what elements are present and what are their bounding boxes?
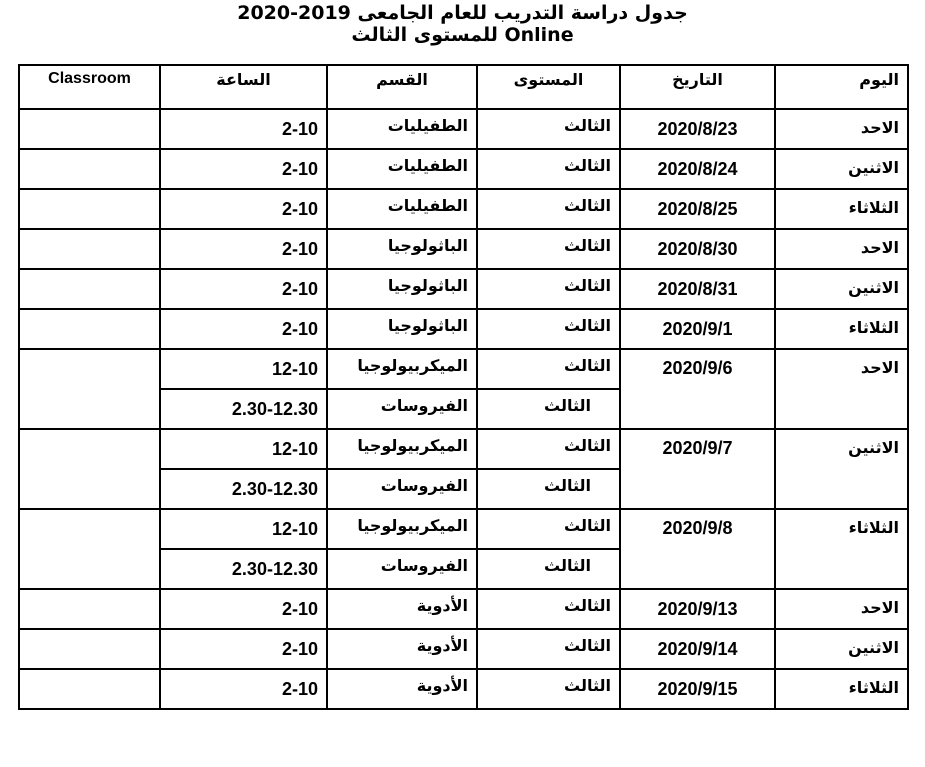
date-cell: 2020/8/25 [620,189,775,229]
dept-cell: الطفيليات [327,149,477,189]
day-cell: الاحد [775,349,908,429]
day-cell: الثلاثاء [775,189,908,229]
level-cell: الثالث [477,469,620,509]
header-date: التاريخ [620,65,775,109]
time-cell: 2-10 [160,109,327,149]
level-cell: الثالث [477,389,620,429]
day-cell: الاثنين [775,269,908,309]
table-row [19,109,908,149]
date-cell: 2020/9/6 [620,349,775,429]
dept-cell: الفيروسات [327,469,477,509]
date-cell: 2020/9/13 [620,589,775,629]
level-cell: الثالث [477,269,620,309]
classroom-cell [19,669,160,709]
level-cell: الثالث [477,309,620,349]
time-cell: 12-10 [160,349,327,389]
level-cell: الثالث [477,429,620,469]
day-cell: الاحد [775,109,908,149]
dept-cell: الفيروسات [327,549,477,589]
level-cell: الثالث [477,109,620,149]
time-cell: 2-10 [160,269,327,309]
header-day: اليوم [775,65,908,109]
day-cell: الثلاثاء [775,309,908,349]
level-cell: الثالث [477,189,620,229]
classroom-cell [19,509,160,589]
table-row [19,509,908,549]
dept-cell: الباثولوجيا [327,309,477,349]
date-cell: 2020/9/15 [620,669,775,709]
dept-cell: الطفيليات [327,109,477,149]
time-cell: 12-10 [160,429,327,469]
time-cell: 2-10 [160,149,327,189]
level-cell: الثالث [477,669,620,709]
day-cell: الاثنين [775,149,908,189]
classroom-cell [19,629,160,669]
date-cell: 2020/8/24 [620,149,775,189]
day-cell: الثلاثاء [775,509,908,589]
day-cell: الاحد [775,229,908,269]
header-row [19,65,908,109]
level-cell: الثالث [477,149,620,189]
time-cell: 2-10 [160,309,327,349]
dept-cell: الأدوية [327,629,477,669]
header-dept: القسم [327,65,477,109]
time-cell: 2-10 [160,229,327,269]
dept-cell: الأدوية [327,669,477,709]
time-cell: 2-10 [160,669,327,709]
time-cell: 2.30-12.30 [160,389,327,429]
table-row [19,349,908,389]
table-row [19,269,908,309]
table-row [19,669,908,709]
date-cell: 2020/8/31 [620,269,775,309]
level-cell: الثالث [477,509,620,549]
header-time: الساعة [160,65,327,109]
level-cell: الثالث [477,589,620,629]
level-cell: الثالث [477,229,620,269]
classroom-cell [19,109,160,149]
time-cell: 2-10 [160,189,327,229]
date-cell: 2020/9/1 [620,309,775,349]
dept-cell: الأدوية [327,589,477,629]
table-row [19,309,908,349]
table-row [19,589,908,629]
day-cell: الثلاثاء [775,669,908,709]
time-cell: 2.30-12.30 [160,549,327,589]
day-cell: الاثنين [775,629,908,669]
table-row [19,429,908,469]
time-cell: 12-10 [160,509,327,549]
dept-cell: الميكربيولوجيا [327,509,477,549]
classroom-cell [19,269,160,309]
dept-cell: الطفيليات [327,189,477,229]
date-cell: 2020/8/30 [620,229,775,269]
date-cell: 2020/9/7 [620,429,775,509]
date-cell: 2020/8/23 [620,109,775,149]
time-cell: 2.30-12.30 [160,469,327,509]
classroom-cell [19,309,160,349]
dept-cell: الباثولوجيا [327,229,477,269]
date-cell: 2020/9/14 [620,629,775,669]
classroom-cell [19,229,160,269]
table-row [19,189,908,229]
classroom-cell [19,189,160,229]
dept-cell: الميكربيولوجيا [327,349,477,389]
schedule-subtitle: للمستوى الثالث Online [351,24,574,46]
header-level: المستوى [477,65,620,109]
time-cell: 2-10 [160,589,327,629]
schedule-title: جدول دراسة التدريب للعام الجامعى 2019-2020 [237,2,688,24]
level-cell: الثالث [477,549,620,589]
classroom-cell [19,589,160,629]
classroom-cell [19,429,160,509]
dept-cell: الفيروسات [327,389,477,429]
time-cell: 2-10 [160,629,327,669]
schedule-table [18,64,909,710]
date-cell: 2020/9/8 [620,509,775,589]
level-cell: الثالث [477,629,620,669]
header-classroom: Classroom [19,65,160,109]
day-cell: الاثنين [775,429,908,509]
dept-cell: الباثولوجيا [327,269,477,309]
table-row [19,149,908,189]
level-cell: الثالث [477,349,620,389]
dept-cell: الميكربيولوجيا [327,429,477,469]
day-cell: الاحد [775,589,908,629]
table-row [19,629,908,669]
classroom-cell [19,349,160,429]
classroom-cell [19,149,160,189]
table-row [19,229,908,269]
